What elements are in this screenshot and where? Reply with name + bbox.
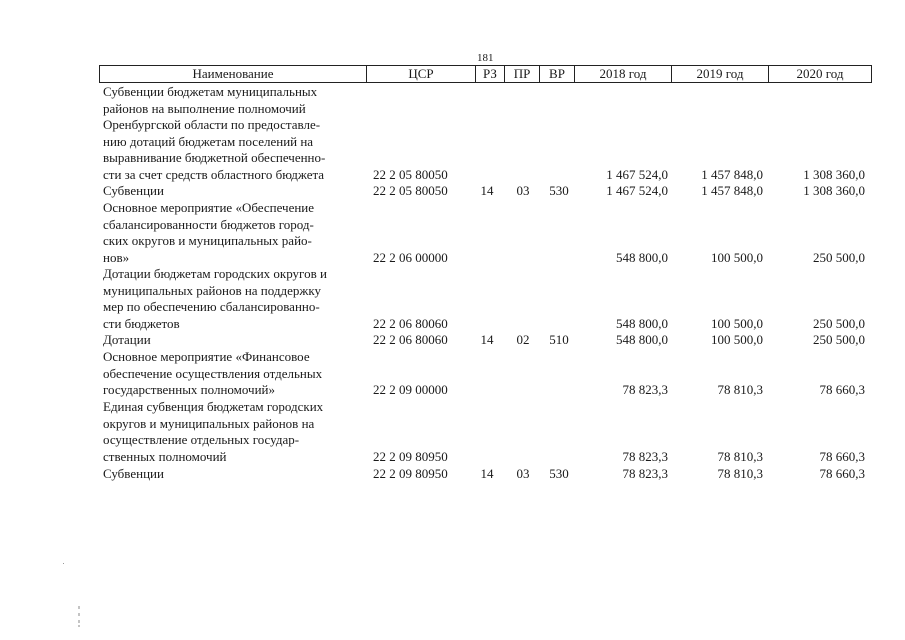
table-row [103,399,873,465]
row-name [103,183,368,200]
table-row [103,466,873,483]
row-name [103,200,368,266]
row-2020: 78 660,3 [819,382,865,397]
row-name-line: Дотации бюджетам городских округов и [103,266,327,281]
row-rz: 14 [480,332,494,347]
row-2019: 100 500,0 [711,315,763,331]
table-row [103,183,873,200]
row-name-line: Субвенции бюджетам муниципальных [103,84,318,99]
row-name-line: округов и муниципальных районов на [103,415,315,431]
row-2020: 250 500,0 [813,315,865,331]
margin-mark [77,606,81,628]
row-name [103,332,368,349]
row-name-line: обеспечение осуществления отдельных [103,365,323,381]
row-2018: 1 467 524,0 [606,183,668,198]
row-name-line: государственных полномочий» [103,382,276,397]
row-name-line: муниципальных районов на поддержку [103,282,321,298]
row-2019: 1 457 848,0 [701,183,763,198]
row-2020: 250 500,0 [813,332,865,347]
row-csr: 22 2 05 80050 [373,183,448,198]
row-name-line: ских округов и муниципальных райо- [103,233,312,248]
header-csr: ЦСР [366,65,476,83]
row-name [103,84,368,183]
row-csr: 22 2 05 80050 [373,166,448,182]
row-name-line: выравнивание бюджетной обеспеченно- [103,150,326,165]
row-name [103,349,368,399]
row-2018: 548 800,0 [616,332,668,347]
row-name [103,266,368,332]
row-csr: 22 2 06 00000 [373,249,448,265]
row-pr: 02 [516,332,530,347]
scan-speck [63,563,64,564]
table-row [103,349,873,399]
row-name-line: сти за счет средств областного бюджета [103,166,325,182]
row-name [103,399,368,465]
row-name-line: осуществление отдельных государ- [103,432,300,447]
row-pr: 03 [516,466,530,481]
row-2019: 1 457 848,0 [701,166,763,182]
row-2019: 78 810,3 [717,382,763,397]
table-row [103,84,873,183]
row-name-line: Дотации [103,332,151,347]
row-2018: 548 800,0 [616,315,668,331]
row-rz: 14 [480,466,494,481]
row-2018: 78 823,3 [622,448,668,464]
row-pr: 03 [516,183,530,198]
table-row [103,332,873,349]
header-2018: 2018 год [574,65,672,83]
row-2018: 1 467 524,0 [606,166,668,182]
row-csr: 22 2 09 00000 [373,382,448,397]
row-name-line: районов на выполнение полномочий [103,100,306,116]
header-rz: РЗ [475,65,505,83]
table-row [103,200,873,266]
row-csr: 22 2 06 80060 [373,315,448,331]
row-2018: 78 823,3 [622,466,668,481]
header-name: Наименование [99,65,367,83]
row-2020: 250 500,0 [813,249,865,265]
page-number: 181 [477,52,494,64]
row-name-line: Субвенции [103,183,164,198]
row-name-line: мер по обеспечению сбалансированно- [103,299,320,314]
row-2019: 100 500,0 [711,249,763,265]
row-vr: 510 [549,332,569,347]
row-csr: 22 2 09 80950 [373,448,448,464]
row-2019: 78 810,3 [717,466,763,481]
row-2020: 78 660,3 [819,448,865,464]
header-2019: 2019 год [671,65,769,83]
table-row [103,266,873,332]
row-2018: 78 823,3 [622,382,668,397]
row-csr: 22 2 09 80950 [373,466,448,481]
row-name-line: Единая субвенция бюджетам городских [103,399,324,414]
row-2019: 100 500,0 [711,332,763,347]
row-name-line: ственных полномочий [103,448,227,464]
row-name-line: Основное мероприятие «Финансовое [103,349,310,364]
row-name-line: Основное мероприятие «Обеспечение [103,200,315,215]
row-vr: 530 [549,466,569,481]
row-name-line: нов» [103,249,130,265]
row-2018: 548 800,0 [616,249,668,265]
row-name-line: сбалансированности бюджетов город- [103,216,314,232]
row-name [103,466,368,483]
row-name-line: нию дотаций бюджетам поселений на [103,133,314,149]
row-rz: 14 [480,183,494,198]
row-2019: 78 810,3 [717,448,763,464]
row-vr: 530 [549,183,569,198]
row-2020: 1 308 360,0 [803,166,865,182]
header-pr: ПР [504,65,540,83]
header-2020: 2020 год [768,65,872,83]
row-name-line: сти бюджетов [103,315,180,331]
row-2020: 1 308 360,0 [803,183,865,198]
row-2020: 78 660,3 [819,466,865,481]
row-name-line: Субвенции [103,466,164,481]
header-vr: ВР [539,65,575,83]
row-name-line: Оренбургской области по предоставле- [103,117,321,132]
row-csr: 22 2 06 80060 [373,332,448,347]
